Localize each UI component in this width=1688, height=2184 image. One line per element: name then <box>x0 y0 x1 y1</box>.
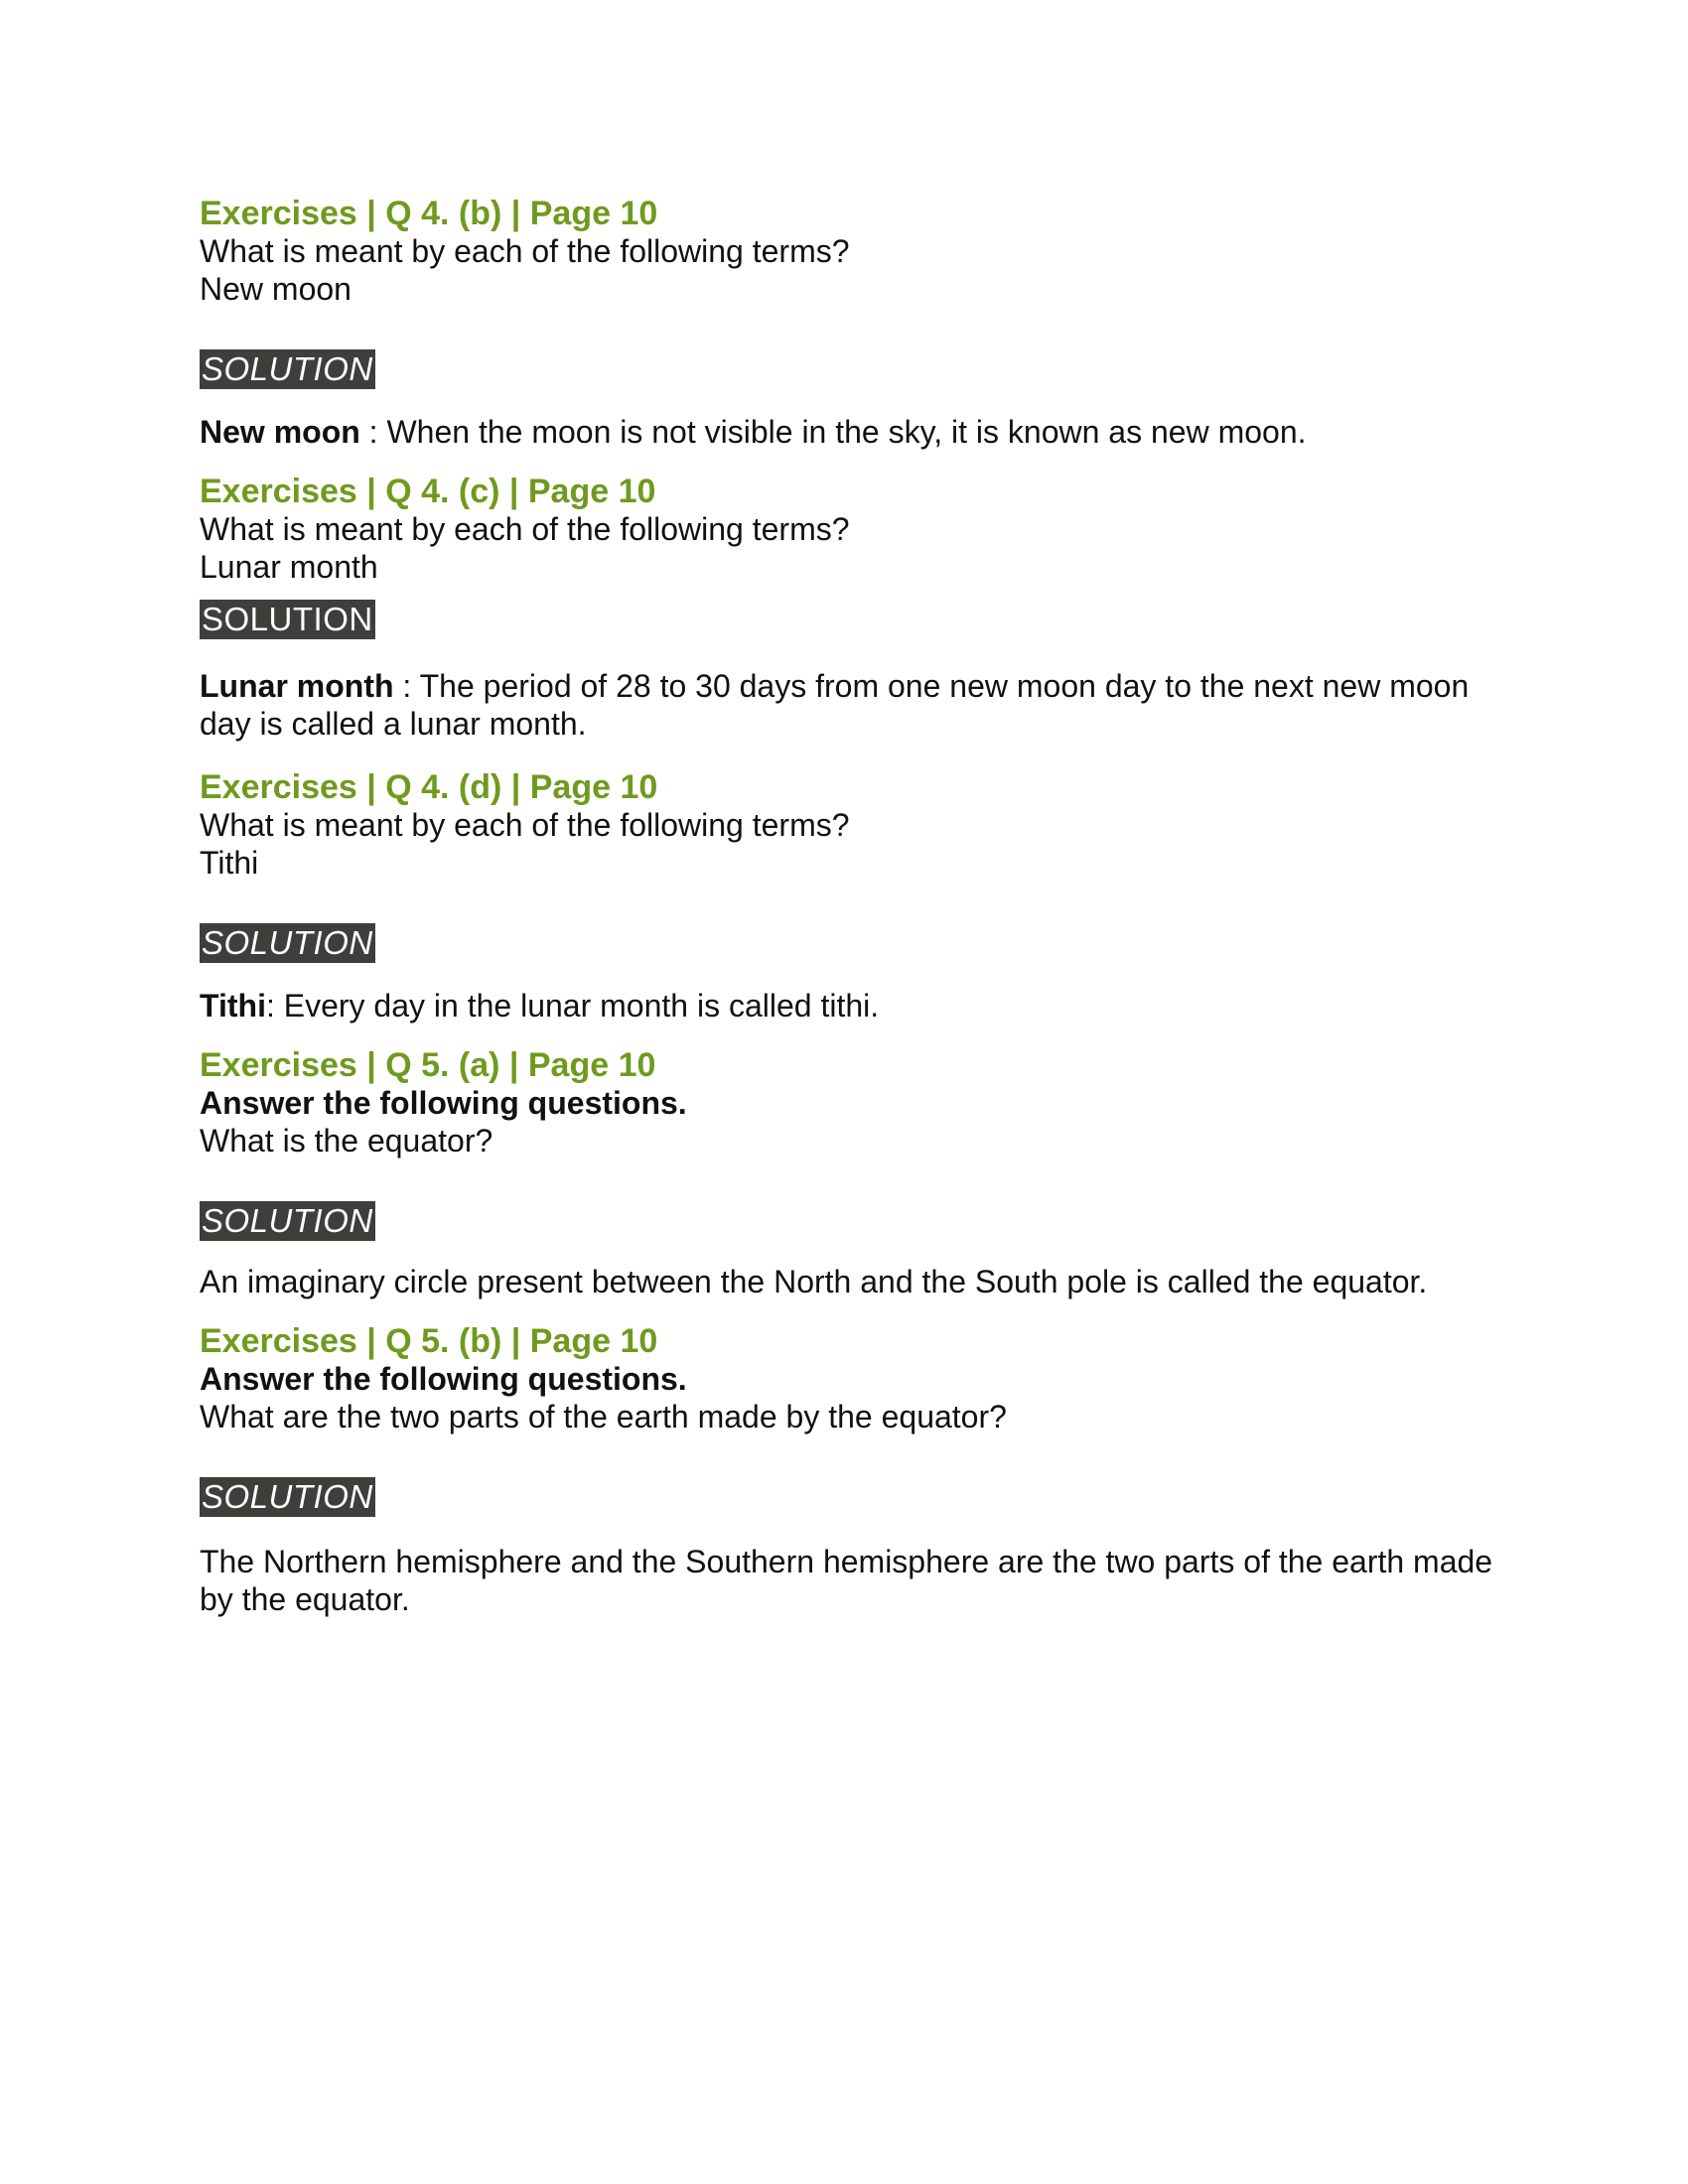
question-term: Tithi <box>200 845 259 881</box>
answer-text: When the moon is not visible in the sky, it is known as new moon. <box>386 414 1307 450</box>
solution-answer <box>200 987 1510 1024</box>
solution-badge: SOLUTION <box>202 1478 373 1515</box>
answer-separator: : <box>359 414 387 450</box>
exercise-q5b <box>200 1322 1510 1618</box>
exercise-heading: Exercises | Q 4. (d) | Page 10 <box>200 768 658 806</box>
exercise-q4d <box>200 768 1510 1046</box>
document-page <box>200 195 1510 1618</box>
question-text: What are the two parts of the earth made by the equator? <box>200 1399 1007 1434</box>
answer-separator: : <box>265 988 284 1024</box>
solution-answer: An imaginary circle present between the North and the South pole is called the equator. <box>200 1264 1428 1299</box>
solution-answer <box>200 413 1510 451</box>
exercise-heading: Exercises | Q 5. (b) | Page 10 <box>200 1322 658 1360</box>
solution-label-wrap <box>200 923 1510 967</box>
question-term: New moon <box>200 271 352 307</box>
answer-term: New moon <box>200 414 360 450</box>
exercise-heading: Exercises | Q 5. (a) | Page 10 <box>200 1046 656 1084</box>
answer-term: Lunar month <box>200 668 394 704</box>
solution-label-wrap <box>200 1477 1510 1521</box>
solution-badge: SOLUTION <box>202 601 373 637</box>
instruction-text: Answer the following questions. <box>200 1085 687 1121</box>
solution-label-wrap <box>200 349 1510 393</box>
exercise-heading: Exercises | Q 4. (c) | Page 10 <box>200 473 656 510</box>
solution-answer <box>200 667 1510 743</box>
question-term: Lunar month <box>200 549 378 585</box>
answer-term: Tithi <box>200 988 266 1024</box>
solution-label-wrap <box>200 1201 1510 1245</box>
solution-badge: SOLUTION <box>202 924 373 961</box>
instruction-text: Answer the following questions. <box>200 1361 687 1397</box>
answer-separator: : <box>393 668 420 704</box>
question-text: What is meant by each of the following terms? <box>200 233 850 269</box>
question-text: What is meant by each of the following terms? <box>200 807 850 843</box>
exercise-q4c <box>200 473 1510 768</box>
solution-badge: SOLUTION <box>202 350 373 387</box>
exercise-q4b <box>200 195 1510 473</box>
exercise-q5a <box>200 1046 1510 1322</box>
solution-answer: The Northern hemisphere and the Southern hemisphere are the two parts of the earth made by the equator. <box>200 1544 1493 1617</box>
solution-label-wrap <box>200 600 1510 643</box>
question-text: What is the equator? <box>200 1123 493 1159</box>
exercise-heading: Exercises | Q 4. (b) | Page 10 <box>200 195 658 232</box>
answer-text: Every day in the lunar month is called tithi. <box>283 988 880 1024</box>
solution-badge: SOLUTION <box>202 1202 373 1239</box>
question-text: What is meant by each of the following terms? <box>200 511 850 547</box>
answer-text: The period of 28 to 30 days from one new moon day to the next new moon day is called a lunar month. <box>200 668 1470 742</box>
